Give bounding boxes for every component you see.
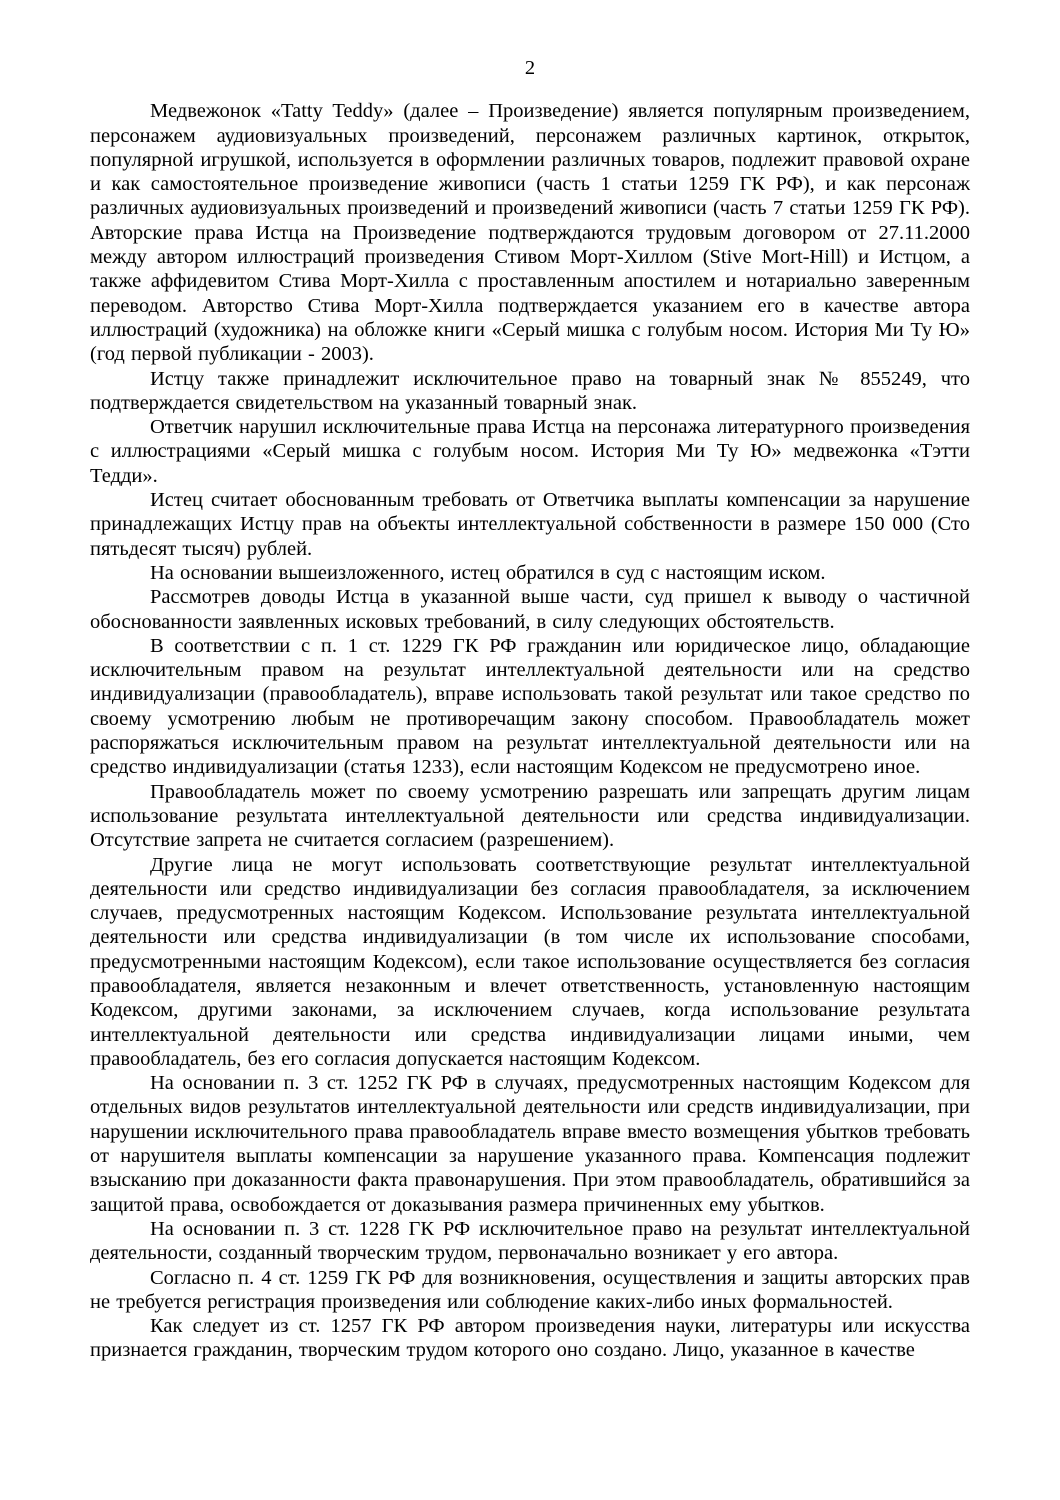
paragraph: Правообладатель может по своему усмотрению разрешать или запрещать другим лицам использование результата интеллектуальной деятельности или средства индивидуализации. Отсутствие запрета не считается согласием (разрешением). <box>90 780 970 852</box>
paragraph: Рассмотрев доводы Истца в указанной выше части, суд пришел к выводу о частичной обоснованности заявленных исковых требований, в силу следующих обстоятельств. <box>90 586 970 633</box>
paragraph: На основании п. 3 ст. 1228 ГК РФ исключительное право на результат интеллектуальной деятельности, созданный творческим трудом, первоначально возникает у его автора. <box>90 1217 970 1265</box>
paragraph: Истцу также принадлежит исключительное право на товарный знак № 855249, что подтверждается свидетельством на указанный товарный знак. <box>90 367 970 414</box>
paragraph: Медвежонок «Tatty Teddy» (далее – Произведение) является популярным произведением, персонажем аудиовизуальных произведений, персонажем различных картинок, открыток, популярной игрушкой, используется в оформлении различных товаров, подлежит правовой охране и как самостоятельное произведение живописи (часть 1 статьи 1259 ГК РФ), и как персонаж различных аудиовизуальных произведений и произведений живописи (часть 7 статьи 1259 ГК РФ). Авторские права Истца на Произведение подтверждаются трудовым договором от 27.11.2000 между автором иллюстраций произведения Стивом Морт-Хиллом (Stive Mort-Hill) и Истцом, а также аффидевитом Стива Морт-Хилла с проставленным апостилем и нотариально заверенным переводом. Авторство Стива Морт-Хилла подтверждается указанием его в качестве автора иллюстраций (художника) на обложке книги «Серый мишка с голубым носом. История Ми Ту Ю» (год первой публикации - 2003). <box>90 100 970 366</box>
paragraph: На основании п. 3 ст. 1252 ГК РФ в случаях, предусмотренных настоящим Кодексом для отдельных видов результатов интеллектуальной деятельности или средств индивидуализации, при нарушении исключительного права правообладатель вправе вместо возмещения убытков требовать от нарушителя выплаты компенсации за нарушение указанного права. Компенсация подлежит взысканию при доказанности факта правонарушения. При этом правообладатель, обратившийся за защитой права, освобождается от доказывания размера причиненных ему убытков. <box>90 1072 970 1216</box>
page-number: 2 <box>524 57 536 79</box>
paragraph: В соответствии с п. 1 ст. 1229 ГК РФ гражданин или юридическое лицо, обладающие исключительным правом на результат интеллектуальной деятельности или на средство индивидуализации (правообладатель), вправе использовать такой результат или такое средство по своему усмотрению любым не противоречащим закону способом. Правообладатель может распоряжаться исключительным правом на результат интеллектуальной деятельности или на средство индивидуализации (статья 1233), если настоящим Кодексом не предусмотрено иное. <box>90 634 970 779</box>
document-body <box>90 99 970 1362</box>
paragraph: Другие лица не могут использовать соответствующие результат интеллектуальной деятельности или средство индивидуализации без согласия правообладателя, за исключением случаев, предусмотренных настоящим Кодексом. Использование результата интеллектуальной деятельности или средства индивидуализации (в том числе их использование способами, предусмотренными настоящим Кодексом), если такое использование осуществляется без согласия правообладателя, является незаконным и влечет ответственность, установленную настоящим Кодексом, другими законами, за исключением случаев, когда использование результата интеллектуальной деятельности или средства индивидуализации лицами иными, чем правообладатель, без его согласия допускается настоящим Кодексом. <box>90 853 970 1070</box>
paragraph: На основании вышеизложенного, истец обратился в суд с настоящим иском. <box>150 561 826 584</box>
paragraph: Согласно п. 4 ст. 1259 ГК РФ для возникновения, осуществления и защиты авторских прав не требуется регистрация произведения или соблюдение каких-либо иных формальностей. <box>90 1266 970 1313</box>
paragraph: Как следует из ст. 1257 ГК РФ автором произведения науки, литературы или искусства признается гражданин, творческим трудом которого оно создано. Лицо, указанное в качестве <box>90 1315 970 1362</box>
paragraph: Ответчик нарушил исключительные права Истца на персонажа литературного произведения с иллюстрациями «Серый мишка с голубым носом. История Ми Ту Ю» медвежонка «Тэтти Тедди». <box>90 416 970 487</box>
paragraph: Истец считает обоснованным требовать от Ответчика выплаты компенсации за нарушение принадлежащих Истцу прав на объекты интеллектуальной собственности в размере 150 000 (Сто пятьдесят тысяч) рублей. <box>90 489 970 560</box>
